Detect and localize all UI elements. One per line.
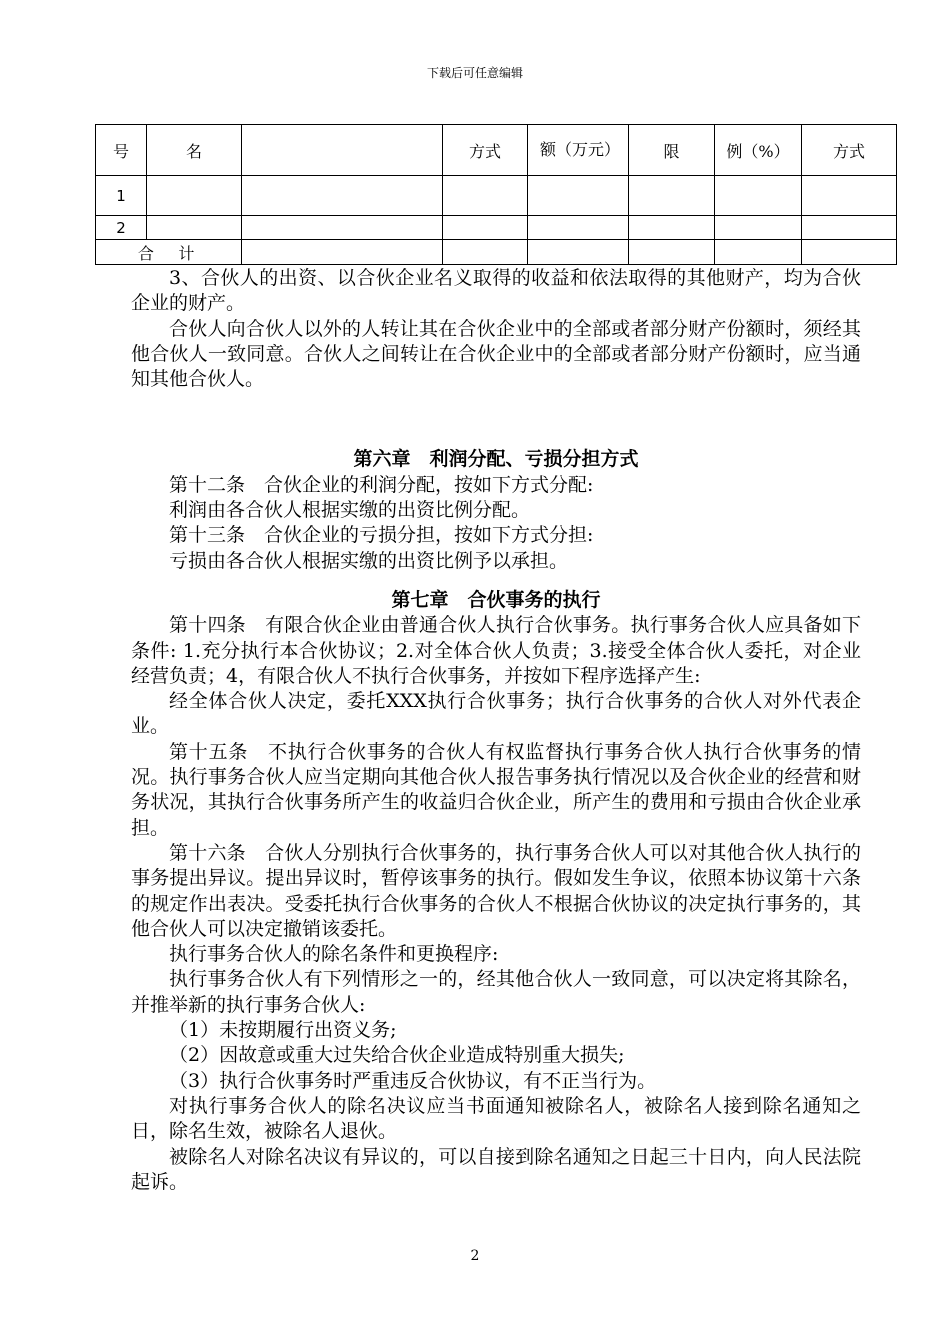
- header-cell: 额（万元）: [528, 125, 629, 176]
- paragraph: 3、合伙人的出资、以合伙企业名义取得的收益和依法取得的其他财产，均为合伙企业的财产。: [131, 267, 861, 315]
- table-cell: [242, 176, 443, 216]
- partner-contribution-table: [95, 124, 897, 265]
- list-item: （2）因故意或重大过失给合伙企业造成特别重大损失;: [169, 1044, 625, 1067]
- table-cell: [528, 216, 629, 240]
- article-16: 第十六条 合伙人分别执行合伙事务的，执行事务合伙人可以对其他合伙人执行的事务提出异议。提出异议时，暂停该事务的执行。假如发生争议，依照本协议第十六条的规定作出表决。受委托执行合伙事务的合伙人不根据合伙协议的决定执行事务的，其他合伙人可以决定撤销该委托。: [131, 841, 861, 940]
- header-cell: 号: [96, 125, 147, 176]
- table-cell: [443, 240, 528, 265]
- paragraph: 对执行事务合伙人的除名决议应当书面通知被除名人，被除名人接到除名通知之日，除名生效，被除名人退伙。: [131, 1094, 861, 1143]
- table-cell: [528, 176, 629, 216]
- header-cell: 限: [629, 125, 715, 176]
- article-13: 第十三条 合伙企业的亏损分担，按如下方式分担:: [169, 524, 594, 547]
- table-cell: [147, 176, 242, 216]
- table-cell: [715, 176, 802, 216]
- paragraph: 执行事务合伙人的除名条件和更换程序:: [169, 943, 499, 966]
- header-cell: 方式: [443, 125, 528, 176]
- paragraph: 执行事务合伙人有下列情形之一的，经其他合伙人一致同意，可以决定将其除名，并推举新的执行事务合伙人:: [131, 968, 861, 1016]
- paragraph: 合伙人向合伙人以外的人转让其在合伙企业中的全部或者部分财产份额时，须经其他合伙人一致同意。合伙人之间转让在合伙企业中的全部或者部分财产份额时，应当通知其他合伙人。: [131, 317, 861, 391]
- chapter-7-title: 第七章 合伙事务的执行: [391, 588, 601, 611]
- table-cell: [629, 216, 715, 240]
- paragraph: 利润由各合伙人根据实缴的出资比例分配。: [169, 499, 531, 522]
- table-row: [96, 216, 897, 240]
- table-cell: [715, 240, 802, 265]
- header-cell: 名: [147, 125, 242, 176]
- paragraph: 被除名人对除名决议有异议的，可以自接到除名通知之日起三十日内，向人民法院起诉。: [131, 1145, 861, 1193]
- table-cell: [147, 216, 242, 240]
- document-body: [131, 266, 861, 1195]
- total-label: 合 计: [96, 240, 242, 265]
- header-cell: [242, 125, 443, 176]
- table-total-row: [96, 240, 897, 265]
- table-header-row: [96, 125, 897, 176]
- table-cell: [443, 176, 528, 216]
- page-number: 2: [470, 1248, 480, 1264]
- table-row: [96, 176, 897, 216]
- header-cell: 方式: [802, 125, 897, 176]
- header-cell: 例（%）: [715, 125, 802, 176]
- table-cell: [242, 240, 443, 265]
- page-header: 下载后可任意编辑: [426, 66, 523, 80]
- table-cell: [802, 240, 897, 265]
- article-15: 第十五条 不执行合伙事务的合伙人有权监督执行事务合伙人执行合伙事务的情况。执行事务合伙人应当定期向其他合伙人报告事务执行情况以及合伙企业的经营和财务状况，其执行合伙事务所产生的收益归合伙企业，所产生的费用和亏损由合伙企业承担。: [131, 740, 861, 839]
- paragraph: 亏损由各合伙人根据实缴的出资比例予以承担。: [169, 549, 569, 572]
- table-cell: [802, 176, 897, 216]
- chapter-6-title: 第六章 利润分配、亏损分担方式: [353, 448, 639, 471]
- row-number: 1: [96, 176, 147, 216]
- article-12: 第十二条 合伙企业的利润分配，按如下方式分配:: [169, 473, 594, 496]
- table-cell: [629, 176, 715, 216]
- table-cell: [802, 216, 897, 240]
- list-item: （3）执行合伙事务时严重违反合伙协议，有不正当行为。: [169, 1069, 657, 1092]
- article-14: 第十四条 有限合伙企业由普通合伙人执行合伙事务。执行事务合伙人应具备如下条件: 1.充分执行本合伙协议；2.对全体合伙人负责；3.接受全体合伙人委托，对企业经营负责；4，有限合伙人不执行合伙事务，并按如下程序选择产生:: [131, 614, 861, 687]
- table-cell: [629, 240, 715, 265]
- table-cell: [715, 216, 802, 240]
- row-number: 2: [96, 216, 147, 240]
- table-cell: [443, 216, 528, 240]
- table-cell: [242, 216, 443, 240]
- table-cell: [528, 240, 629, 265]
- paragraph: 经全体合伙人决定，委托XXX执行合伙事务；执行合伙事务的合伙人对外代表企业。: [131, 690, 861, 738]
- list-item: （1）未按期履行出资义务;: [169, 1019, 397, 1042]
